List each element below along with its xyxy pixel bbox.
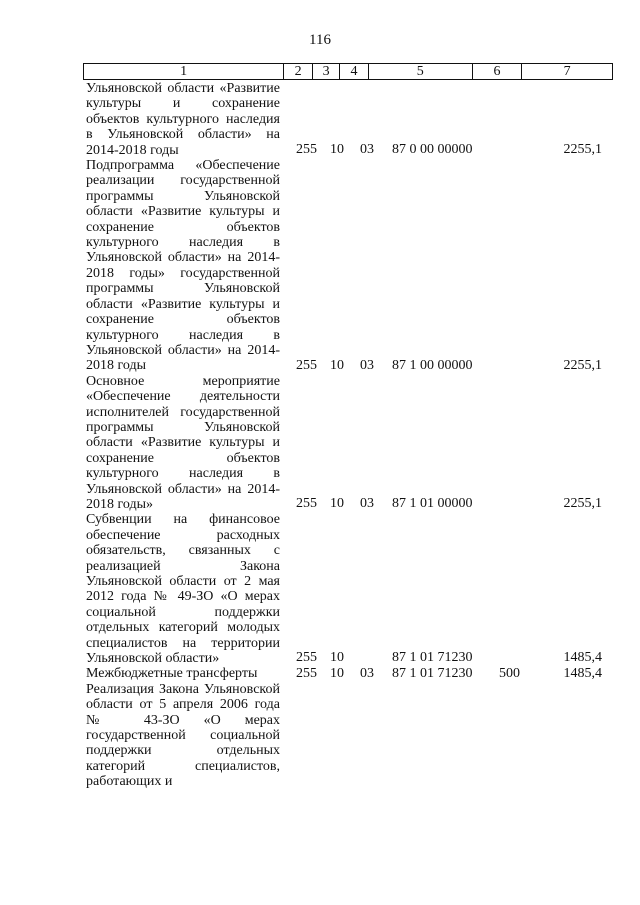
row-cell-6: 500 [499, 665, 520, 681]
row-cell-3: 10 [330, 357, 344, 373]
row-description: Субвенции на финансовое обеспечение расходных обязательств, связанных с реализацией Закона Ульяновской области от 2 мая 2012 года № 49-ЗО «О мерах социальной поддержки отдельных категорий молодых специалистов на территории Ульяновской области» [86, 512, 280, 667]
row-cell-7: 2255,1 [563, 142, 602, 158]
row-cell-2: 255 [296, 142, 317, 158]
row-cell-3: 10 [330, 650, 344, 666]
row-cell-7: 1485,4 [563, 665, 602, 681]
row-cell-5: 87 1 01 71230 [392, 665, 473, 681]
row-description: Межбюджетные трансферты [86, 666, 258, 682]
row-cell-5: 87 1 00 00000 [392, 357, 473, 373]
row-cell-5: 87 1 01 71230 [392, 650, 473, 666]
row-description: Основное мероприятие «Обеспечение деятельности исполнителей государственной программы Ульяновской области «Развитие культуры и сохранение объектов культурного наследия в Ульяновской области» на 2014-2018 годы» [86, 373, 280, 512]
row-cell-7: 2255,1 [563, 496, 602, 512]
row-description: Ульяновской области «Развитие культуры и сохранение объектов культурного наследия в Ульяновской области» на 2014-2018 годы [86, 81, 280, 158]
row-cell-4: 03 [360, 142, 374, 158]
row-cell-5: 87 0 00 00000 [392, 142, 473, 158]
table-row [86, 682, 616, 790]
header-col-6: 6 [473, 64, 523, 79]
row-cell-3: 10 [330, 142, 344, 158]
row-cell-2: 255 [296, 665, 317, 681]
row-cell-2: 255 [296, 496, 317, 512]
table-body [86, 81, 616, 790]
row-cell-5: 87 1 01 00000 [392, 496, 473, 512]
header-col-7: 7 [563, 64, 571, 79]
row-cell-3: 10 [330, 496, 344, 512]
table-row [86, 158, 616, 374]
row-cell-2: 255 [296, 357, 317, 373]
row-description: Реализация Закона Ульяновской области от 5 апреля 2006 года № 43-ЗО «О мерах государственной социальной поддержки отдельных категорий специалистов, работающих и [86, 681, 280, 790]
header-col-1: 1 [84, 64, 284, 79]
table-row [86, 666, 616, 681]
row-cell-7: 2255,1 [563, 357, 602, 373]
row-cell-7: 1485,4 [563, 650, 602, 666]
header-col-3: 3 [313, 64, 340, 79]
header-col-5: 5 [369, 64, 473, 79]
row-cell-4: 03 [360, 665, 374, 681]
row-cell-4: 03 [360, 357, 374, 373]
table-row [86, 81, 616, 158]
table-row [86, 512, 616, 666]
header-col-2: 2 [284, 64, 313, 79]
row-cell-2: 255 [296, 650, 317, 666]
row-cell-4: 03 [360, 496, 374, 512]
row-description: Подпрограмма «Обеспечение реализации государственной программы Ульяновской области «Развитие культуры и сохранение объектов культурного наследия в Ульяновской области» на 2014-2018 годы» государственной программы Ульяновской области «Развитие культуры и сохранение объектов культурного наследия в Ульяновской области» на 2014-2018 годы [86, 158, 280, 374]
table-row [86, 374, 616, 513]
row-cell-3: 10 [330, 665, 344, 681]
page-number: 116 [309, 32, 331, 48]
table-header [83, 63, 613, 80]
header-col-4: 4 [340, 64, 369, 79]
